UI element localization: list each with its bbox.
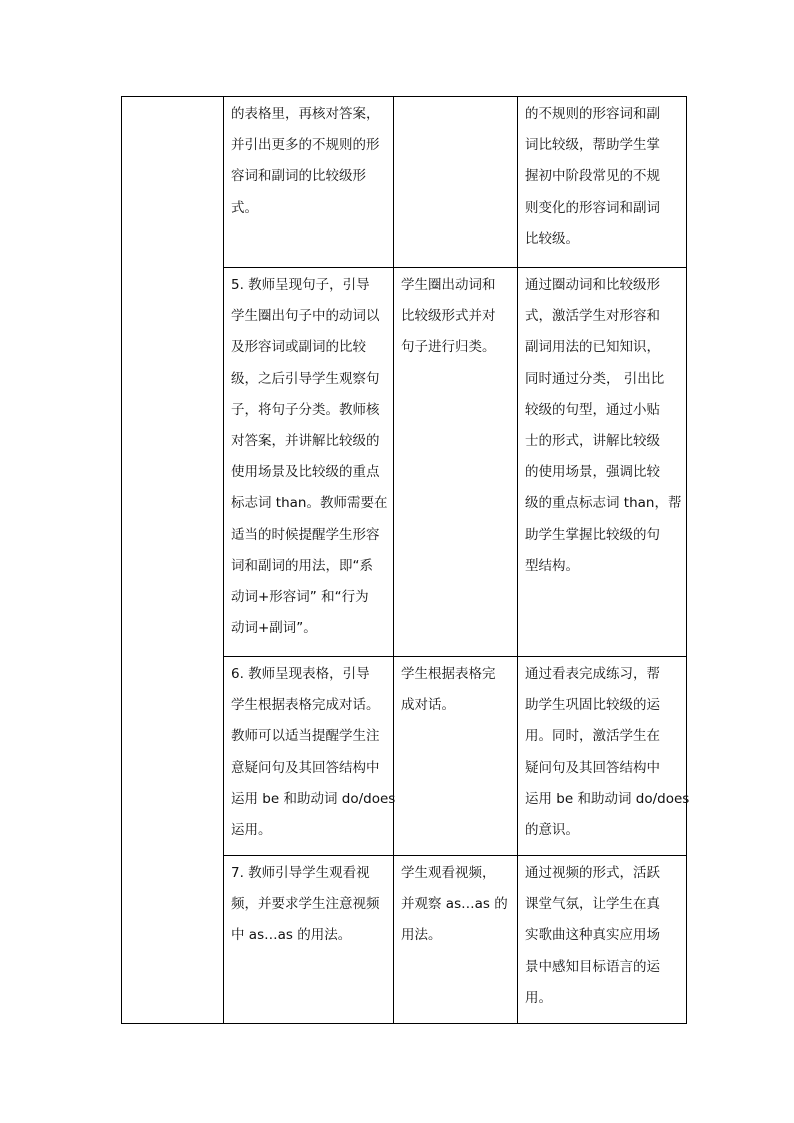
text-line: 士的形式，讲解比较级 [525, 433, 660, 450]
table-row [122, 97, 687, 268]
text-line: 副词用法的已知知识， [525, 339, 660, 356]
text-line: 握初中阶段常见的不规 [525, 168, 660, 185]
text-line: 比较级形式并对 [401, 308, 496, 325]
text-line: 景中感知目标语言的运 [525, 958, 660, 975]
text-line: 较级的句型，通过小贴 [525, 401, 660, 418]
text-line: 型结构。 [525, 557, 579, 574]
text-line: 运用 be 和助动词 do/does [525, 790, 690, 807]
text-line: 助学生巩固比较级的运 [525, 697, 660, 714]
stage-cell [122, 97, 224, 1024]
lesson-plan-table [121, 96, 690, 1024]
text-line: 子，将句子分类。教师核 [231, 401, 380, 418]
text-line: 句子进行归类。 [401, 339, 496, 356]
teacher-activity-cell [224, 268, 394, 657]
text-line: 成对话。 [401, 697, 455, 714]
student-activity-cell [394, 97, 518, 268]
text-line: 级，之后引导学生观察句 [231, 370, 380, 387]
purpose-cell [518, 97, 687, 268]
text-line: 意疑问句及其回答结构中 [231, 759, 380, 776]
text-line: 的不规则的形容词和副 [525, 106, 660, 122]
student-activity-cell [394, 657, 518, 856]
purpose-cell [518, 268, 687, 657]
text-line: 频，并要求学生注意视频 [231, 896, 380, 913]
text-line: 的表格里，再核对答案， [231, 106, 380, 122]
text-line: 容词和副词的比较级形 [231, 168, 366, 185]
text-line: 7. 教师引导学生观看视 [231, 865, 370, 881]
text-line: 动词+副词”。 [231, 620, 317, 637]
teacher-activity-cell [224, 856, 394, 1024]
text-line: 通过视频的形式，活跃 [525, 865, 660, 881]
text-line: 并引出更多的不规则的形 [231, 137, 380, 154]
text-line: 中 as…as 的用法。 [231, 927, 352, 944]
text-line: 通过圈动词和比较级形 [525, 277, 660, 293]
text-line: 5. 教师呈现句子，引导 [231, 277, 370, 293]
text-line: 则变化的形容词和副词 [525, 199, 660, 216]
text-line: 适当的时候提醒学生形容 [231, 526, 380, 543]
text-line: 6. 教师呈现表格，引导 [231, 666, 370, 682]
text-line: 式，激活学生对形容和 [525, 308, 660, 325]
text-line: 比较级。 [525, 230, 579, 247]
text-line: 用法。 [401, 927, 442, 944]
text-line: 及形容词或副词的比较 [231, 339, 366, 356]
text-line: 学生根据表格完成对话。 [231, 697, 380, 714]
text-line: 的意识。 [525, 822, 579, 839]
text-line: 学生根据表格完 [401, 666, 496, 682]
purpose-cell [518, 657, 690, 856]
text-line: 通过看表完成练习，帮 [525, 666, 660, 682]
text-line: 并观察 as…as 的 [401, 896, 508, 913]
text-line: 同时通过分类， 引出比 [525, 370, 665, 387]
text-line: 运用 be 和助动词 do/does [231, 790, 396, 807]
teacher-activity-cell [224, 657, 394, 856]
teacher-activity-cell [224, 97, 394, 268]
text-line: 助学生掌握比较级的句 [525, 526, 660, 543]
text-line: 用。 [525, 989, 552, 1006]
text-line: 的使用场景，强调比较 [525, 464, 660, 481]
text-line: 教师可以适当提醒学生注 [231, 728, 380, 745]
text-line: 实歌曲这种真实应用场 [525, 927, 660, 944]
text-line: 对答案，并讲解比较级的 [231, 433, 380, 450]
text-line: 学生圈出动词和 [401, 277, 496, 293]
text-line: 式。 [231, 199, 258, 216]
text-line: 课堂气氛，让学生在真 [525, 896, 660, 913]
purpose-cell [518, 856, 687, 1024]
text-line: 动词+形容词” 和“行为 [231, 589, 369, 606]
text-line: 词比较级，帮助学生掌 [525, 137, 660, 154]
text-line: 词和副词的用法，即“系 [231, 557, 373, 574]
text-line: 用。同时，激活学生在 [525, 728, 660, 745]
text-line: 使用场景及比较级的重点 [231, 464, 380, 481]
text-line: 运用。 [231, 822, 272, 839]
text-line: 标志词 than。教师需要在 [231, 495, 388, 512]
text-line: 级的重点标志词 than，帮 [525, 495, 682, 512]
text-line: 学生圈出句子中的动词以 [231, 308, 380, 325]
student-activity-cell [394, 856, 518, 1024]
student-activity-cell [394, 268, 518, 657]
text-line: 学生观看视频， [401, 865, 496, 881]
text-line: 疑问句及其回答结构中 [525, 759, 660, 776]
